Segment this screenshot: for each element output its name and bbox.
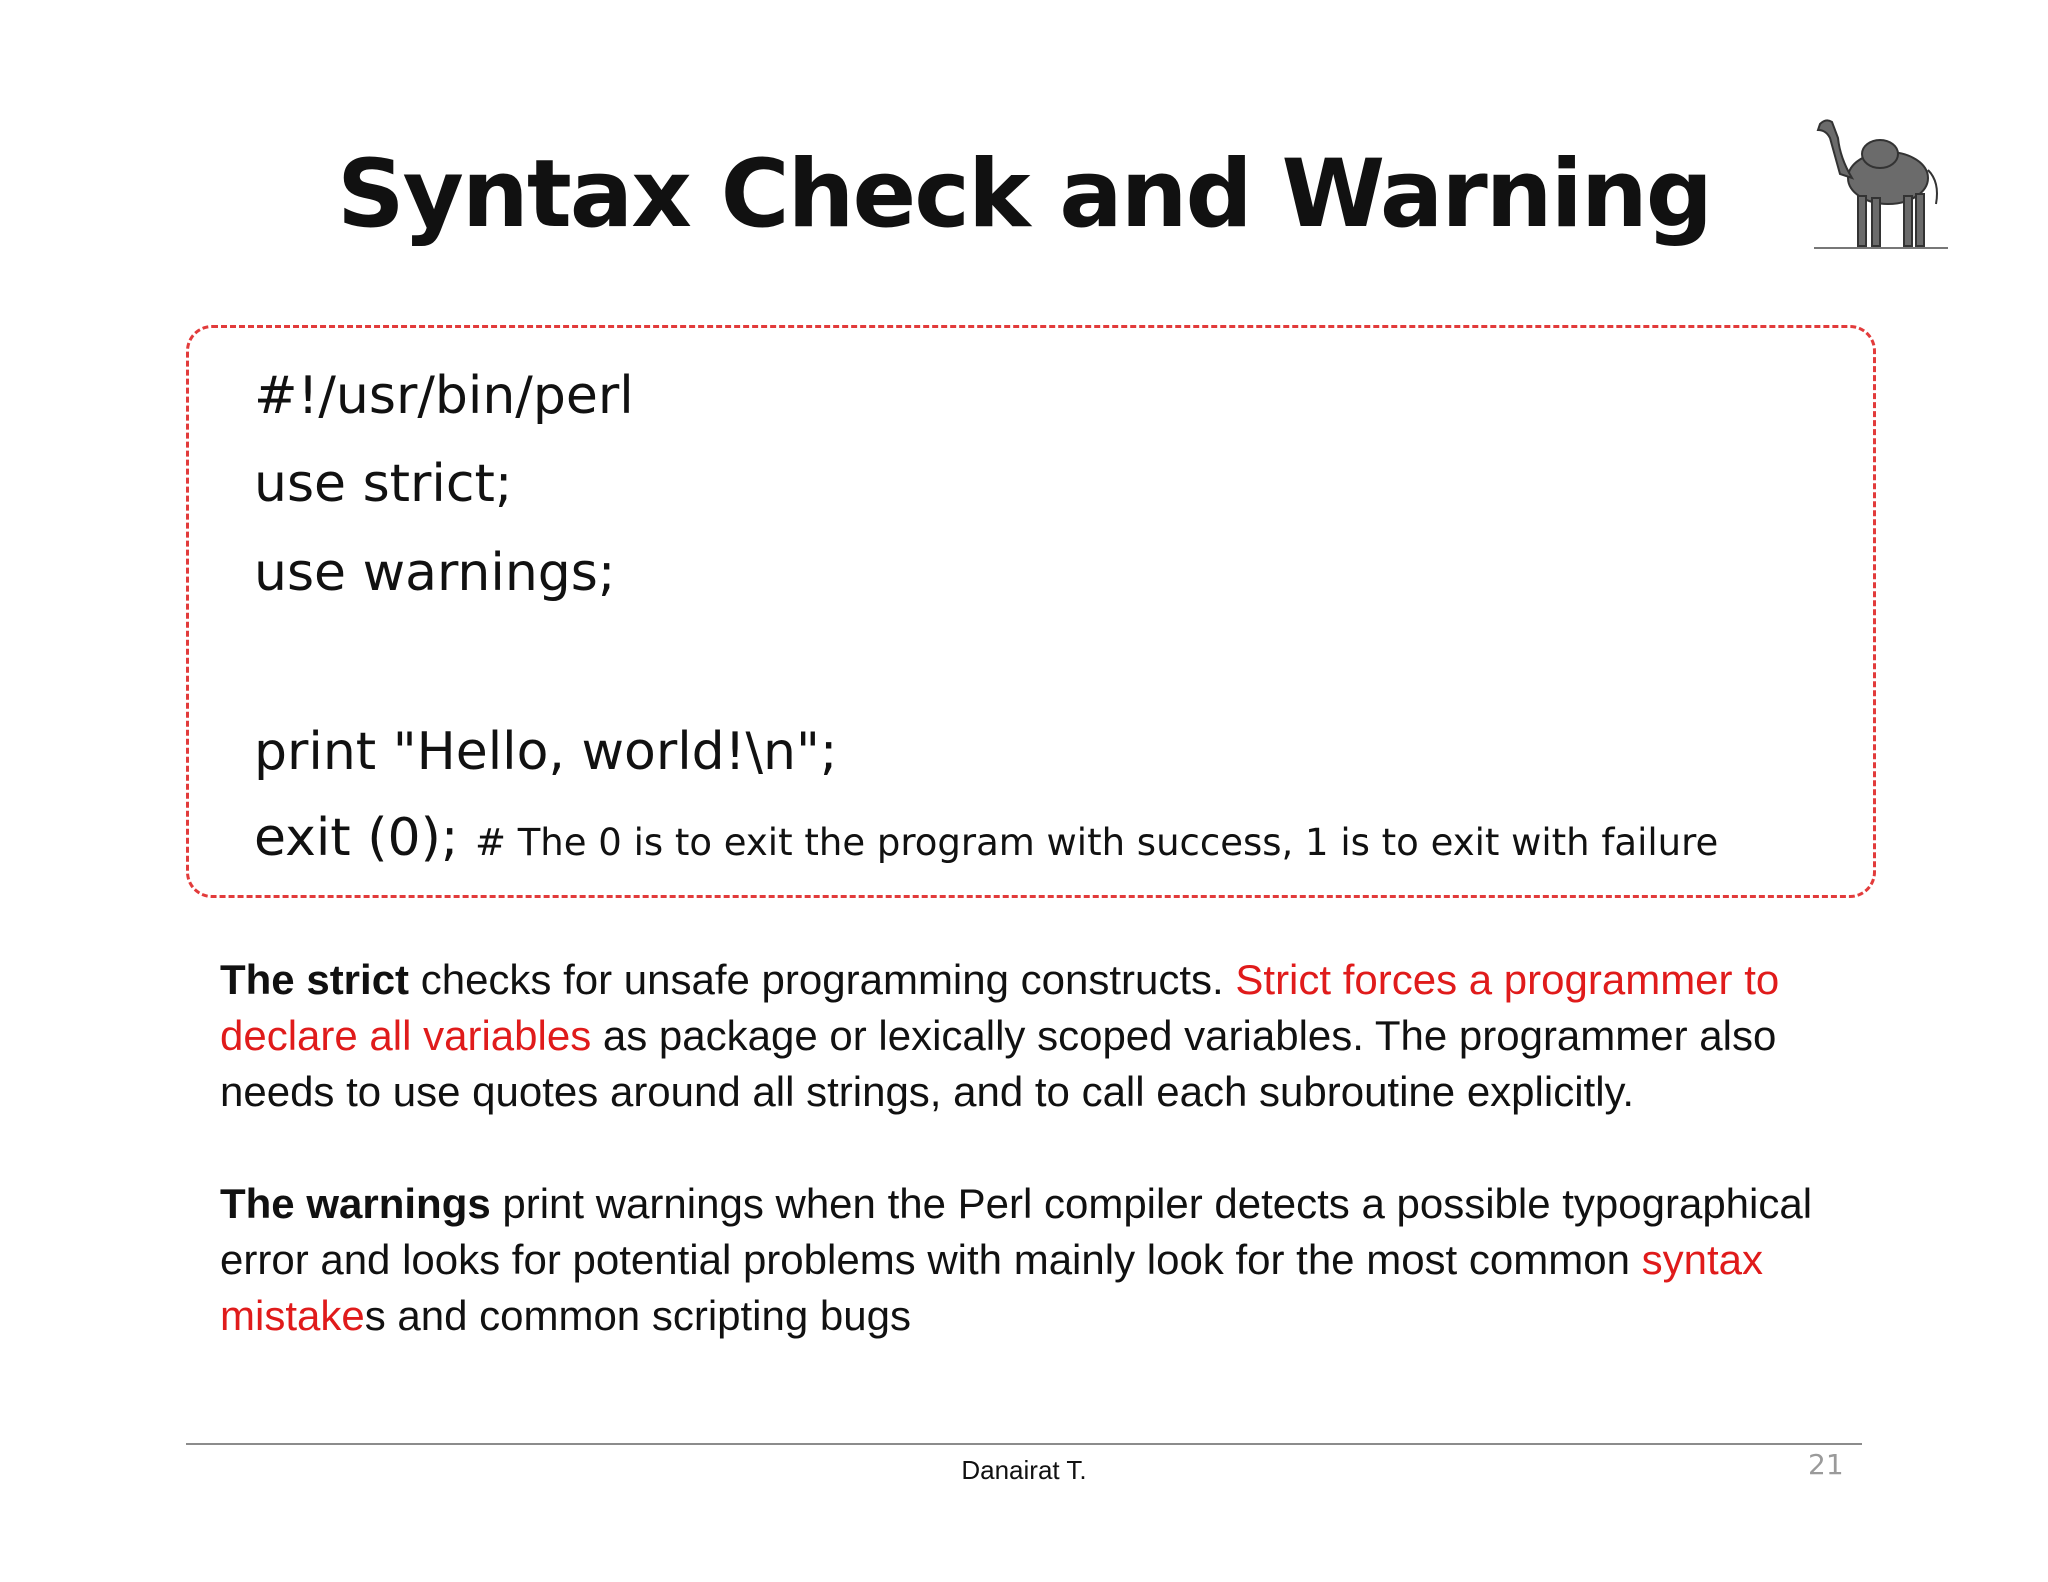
warnings-text-1: print warnings when the Perl compiler detects a possible typographical error and looks for potential problems with mainly look for the most common [220, 1180, 1813, 1283]
code-comment: # The 0 is to exit the program with success, 1 is to exit with failure [474, 821, 1719, 864]
exit-statement: exit (0); [254, 808, 459, 868]
description [220, 952, 1860, 1400]
warnings-paragraph [220, 1176, 1860, 1344]
warnings-term: The warnings [220, 1180, 491, 1227]
warnings-highlight: syntax mistake [220, 1236, 1763, 1339]
footer-divider [186, 1443, 1862, 1445]
strict-term: The strict [220, 956, 410, 1003]
page-number: 21 [1808, 1448, 1844, 1481]
strict-highlight: Strict forces a programmer to declare all variables [220, 956, 1780, 1059]
code-block [186, 325, 1876, 898]
code-line-exit [254, 808, 1719, 868]
perl-camel-icon [1812, 108, 1950, 254]
code-line-print: print "Hello, world!\n"; [254, 722, 838, 782]
strict-text-1: checks for unsafe programming constructs. [409, 956, 1236, 1003]
code-line-use-strict: use strict; [254, 454, 513, 514]
slide-title: Syntax Check and Warning [336, 140, 1712, 249]
warnings-text-2: s and common scripting bugs [364, 1292, 911, 1339]
code-line-shebang: #!/usr/bin/perl [254, 366, 634, 426]
footer-author: Danairat T. [961, 1455, 1087, 1485]
strict-text-2: as package or lexically scoped variables. The programmer also needs to use quotes around all strings, and to call each subroutine explicitly. [220, 1012, 1777, 1115]
code-line-use-warnings: use warnings; [254, 543, 616, 603]
strict-paragraph [220, 952, 1860, 1120]
